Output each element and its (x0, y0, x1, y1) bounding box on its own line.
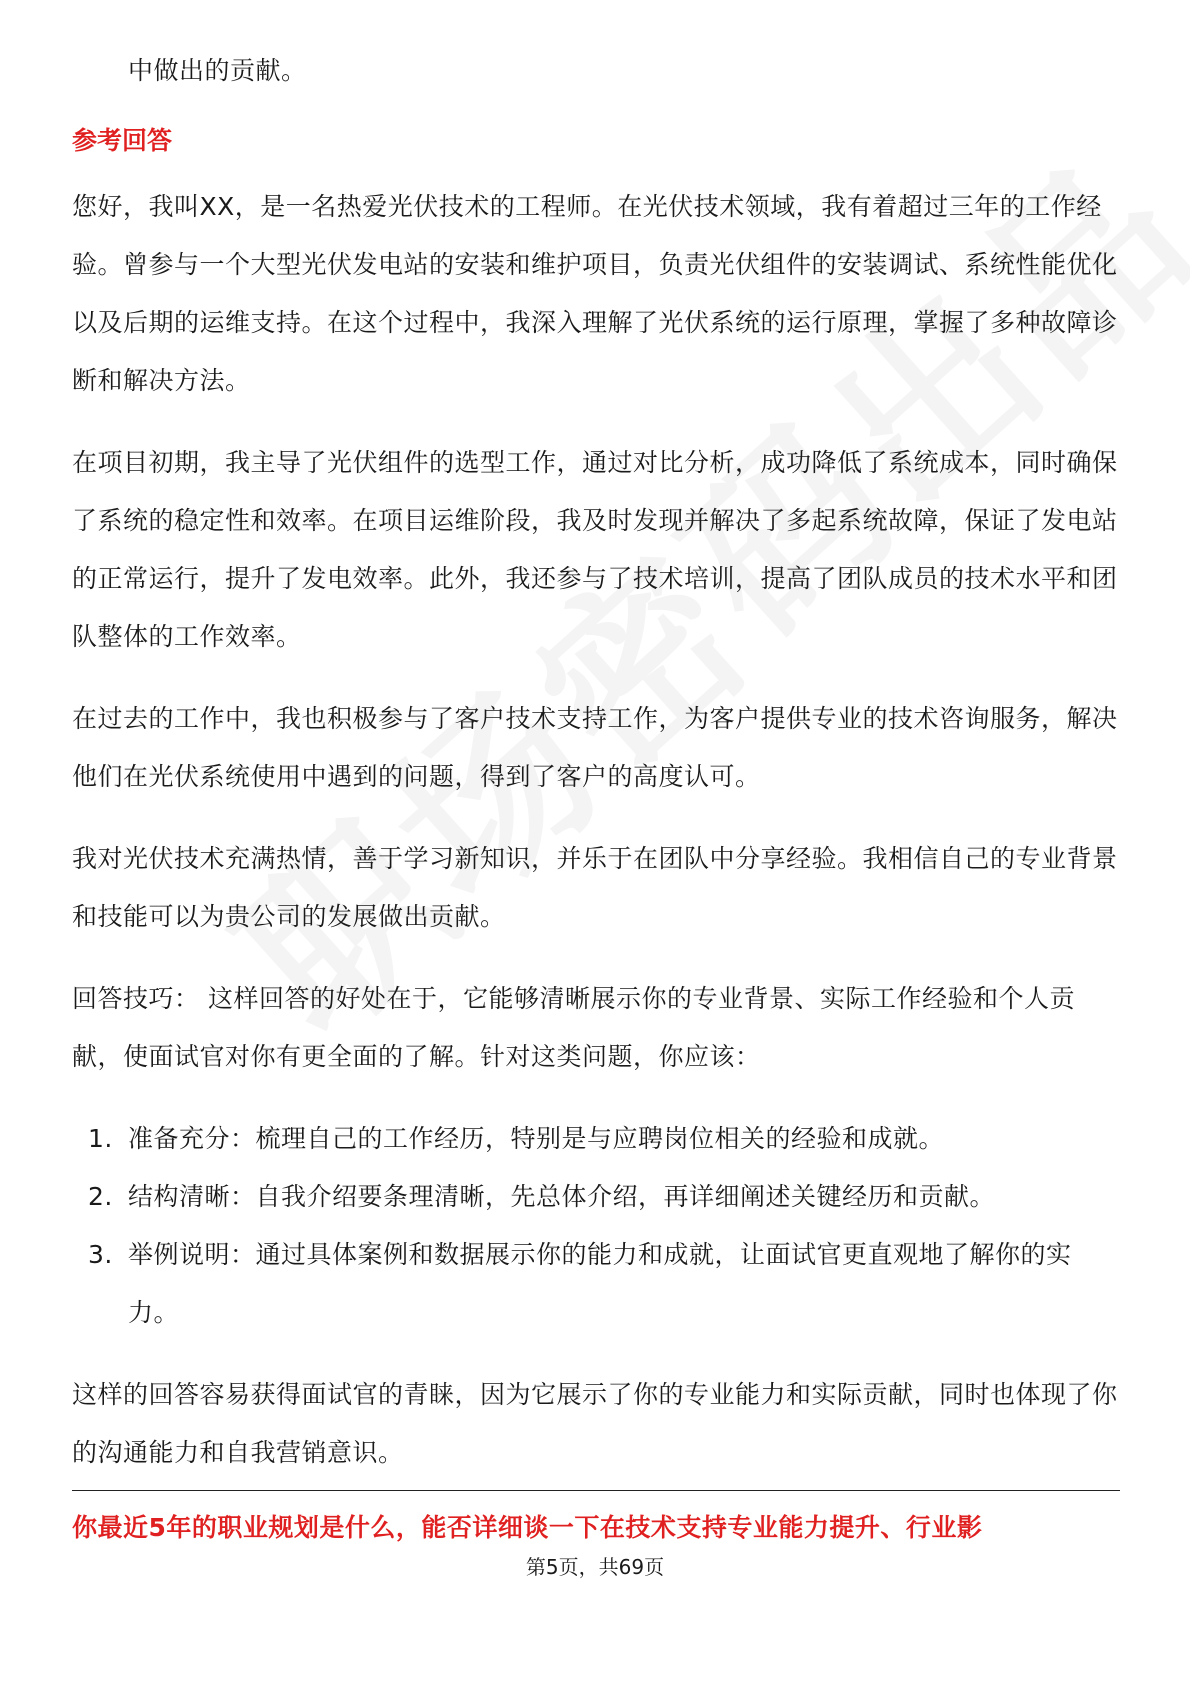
paragraph-customer-support: 在过去的工作中，我也积极参与了客户技术支持工作，为客户提供专业的技术咨询服务，解决他们在光伏系统使用中遇到的问题，得到了客户的高度认可。 (72, 704, 1118, 791)
paragraph-intro: 您好，我叫XX，是一名热爱光伏技术的工程师。在光伏技术领域，我有着超过三年的工作经验。曾参与一个大型光伏发电站的安装和维护项目，负责光伏组件的安装调试、系统性能优化以及后期的运维支持。在这个过程中，我深入理解了光伏系统的运行原理，掌握了多种故障诊断和解决方法。 (72, 192, 1118, 395)
tips-list (72, 1110, 1122, 1342)
paragraph-passion: 我对光伏技术充满热情，善于学习新知识，并乐于在团队中分享经验。我相信自己的专业背景和技能可以为贵公司的发展做出贡献。 (72, 844, 1118, 931)
next-question-heading: 你最近5年的职业规划是什么，能否详细谈一下在技术支持专业能力提升、行业影 (72, 1513, 983, 1542)
page-number-footer: 第5页，共69页 (525, 1555, 665, 1579)
list-item-number: 2. (88, 1182, 113, 1211)
list-item-text: 结构清晰：自我介绍要条理清晰，先总体介绍，再详细阐述关键经历和贡献。 (128, 1182, 996, 1211)
list-item (72, 1110, 1122, 1168)
paragraph-answer-tips: 回答技巧： 这样回答的好处在于，它能够清晰展示你的专业背景、实际工作经验和个人贡献，使面试官对你有更全面的了解。针对这类问题，你应该： (72, 984, 1075, 1071)
list-item-number: 1. (88, 1124, 113, 1153)
list-item (72, 1168, 1122, 1226)
list-item-number: 3. (88, 1240, 113, 1269)
reference-answer-heading: 参考回答 (72, 126, 173, 155)
paragraph-closing: 这样的回答容易获得面试官的青睐，因为它展示了你的专业能力和实际贡献，同时也体现了你的沟通能力和自我营销意识。 (72, 1380, 1118, 1467)
list-item-text: 举例说明：通过具体案例和数据展示你的能力和成就，让面试官更直观地了解你的实力。 (128, 1240, 1072, 1327)
section-divider (72, 1490, 1120, 1491)
continuation-line: 中做出的贡献。 (128, 56, 307, 85)
paragraph-project: 在项目初期，我主导了光伏组件的选型工作，通过对比分析，成功降低了系统成本，同时确保了系统的稳定性和效率。在项目运维阶段，我及时发现并解决了多起系统故障，保证了发电站的正常运行，提升了发电效率。此外，我还参与了技术培训，提高了团队成员的技术水平和团队整体的工作效率。 (72, 448, 1118, 651)
list-item (72, 1226, 1122, 1342)
list-item-text: 准备充分：梳理自己的工作经历，特别是与应聘岗位相关的经验和成就。 (128, 1124, 945, 1153)
page-content (72, 42, 1122, 1506)
